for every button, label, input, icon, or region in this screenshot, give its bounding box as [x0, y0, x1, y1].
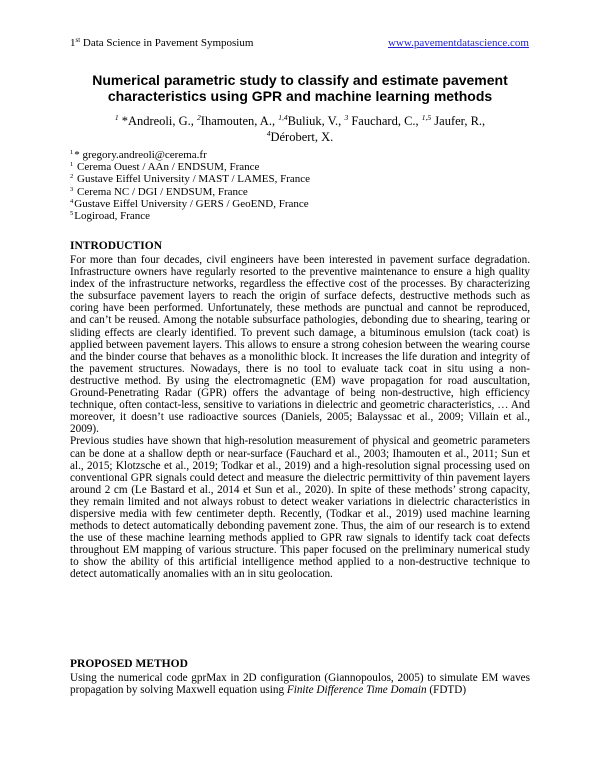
affil-number: 1 — [70, 149, 74, 156]
affil-number: 5 — [70, 210, 74, 218]
affil-number: 2 — [70, 173, 74, 181]
affil-number: 4 — [70, 197, 74, 205]
author-affil-ref: 4 — [266, 129, 271, 138]
author-name: Buliuk, V., — [287, 114, 342, 128]
affil-text: * gregory.andreoli@cerema.fr — [74, 149, 207, 161]
author-affil-ref: 1 — [114, 113, 119, 122]
symposium-ordinal: 1 — [70, 37, 76, 49]
proposed-method-paragraph — [70, 672, 530, 696]
symposium-name: Data Science in Pavement Symposium — [82, 37, 254, 49]
affil-number: 3 — [70, 185, 74, 193]
affil-text: Gustave Eiffel University / MAST / LAMES, France — [77, 173, 311, 186]
affiliation-item — [70, 161, 530, 173]
method-italic-term: Finite Difference Time Domain — [286, 684, 427, 697]
affiliation-list — [70, 149, 530, 222]
author-name: Ihamouten, A., — [200, 114, 276, 128]
author-name: Jaufer, R., — [434, 114, 486, 128]
introduction-paragraph: Previous studies have shown that high-resolution measurement of physical and geometric parameters can be done at a shallow depth or near-surface (Fauchard et al., 2003; Ihamouten et al., 2011; Sun et al., 2015; Klotzsche et al., 2019; Todkar et al., 2019) and a high-resolution signal processing used on conventional GPR signals could detect and measure the dielectric permittivity of thin pavement layers around 2 cm (Le Bastard et al., 2014 et Sun et al., 2020). In spite of these methods’ strong capacity, they remain limited and not always robust to detect weaker variations in dielectric characteristics in dispersive media with few centimeter depth. Recently, (Todkar et al., 2019) used machine learning methods to detect automatically debonding pavement zone. Thus, the aim of our research is to extend the use of these machine learning methods applied to GPR raw signals to identify tack coat defects throughout EM mapping of various structure. This paper focused on the preliminary numerical study to show the ability of this artificial intelligence method applied to a non-destructive technique to detect automatically anomalies with an in situ geolocation. — [70, 435, 530, 581]
affiliation-item — [70, 173, 530, 185]
affil-number: 1 — [70, 161, 74, 169]
introduction-paragraph: For more than four decades, civil engineers have been interested in pavement surface degradation. Infrastructure owners have regularly resorted to the preventive maintenance to ensure a high quality index of the infrastructure networks, regardless the effective cost of the processes. By characterizing the subsurface pavement layers to reach the origin of surface defects, destructive methods such as coring have been performed. Unfortunately, these methods are punctual and cannot be reproduced, and can’t be reused. Among the notable subsurface pathologies, debonding due to shearing, tearing or sliding effects are clearly identified. To prevent such damage, a bituminous emulsion (tack coat) is applied between pavement layers. This allows to ensure a strong cohesion between the wearing course and the binder course that behaves as a monolithic block. It increases the life duration and integrity of the pavement structures. Nowadays, there is no tool to evaluate tack coat in situ using a non-destructive method. By using the electromagnetic (EM) wave propagation for road auscultation, Ground-Penetrating Radar (GPR) offers the advantage of being non-destructive, high efficiency technique, often contact-less, sensitive to variations in dielectric and geometric characteristics, … And moreover, it doesn’t use radioactive sources (Daniels, 2005; Balayssac et al., 2009; Villain et al., 2009). — [70, 254, 530, 436]
proposed-method-body — [70, 672, 530, 696]
affil-text: Cerema Ouest / AAn / ENDSUM, France — [77, 161, 260, 174]
author-affil-ref: 3 — [344, 113, 349, 122]
contact-email — [70, 149, 530, 161]
affiliation-item — [70, 198, 530, 210]
affil-text: Cerema NC / DGI / ENDSUM, France — [77, 185, 248, 198]
introduction-body — [70, 254, 530, 581]
affil-text: Logiroad, France — [74, 210, 150, 223]
affil-text: Gustave Eiffel University / GERS / GeoEND, France — [74, 197, 309, 210]
author-affil-ref: 1,4 — [278, 113, 288, 122]
author-name: Fauchard, C., — [351, 114, 419, 128]
author-affil-ref: 1,5 — [421, 113, 432, 122]
proposed-method-heading: PROPOSED METHOD — [70, 658, 188, 670]
symposium-ordinal-suffix: st — [75, 36, 81, 44]
affiliation-item — [70, 186, 530, 198]
author-affil-ref: 2 — [197, 113, 201, 122]
method-text: Using the numerical code gprMax in 2D configuration (Giannopoulos, 2005) to simulate EM waves propagation by solving Maxwell equation using — [70, 672, 530, 697]
symposium-header — [70, 37, 253, 49]
author-list — [70, 113, 530, 145]
method-text: (FDTD) — [426, 684, 467, 697]
website-link[interactable]: www.pavementdatascience.com — [387, 37, 529, 49]
paper-title: Numerical parametric study to classify and estimate pavement characteristics using GPR and machine learning methods — [92, 72, 508, 104]
affiliation-item — [70, 210, 530, 222]
introduction-heading: INTRODUCTION — [70, 240, 163, 252]
author-name: *Andreoli, G., — [121, 114, 194, 128]
author-name: Dérobert, X. — [270, 130, 334, 144]
